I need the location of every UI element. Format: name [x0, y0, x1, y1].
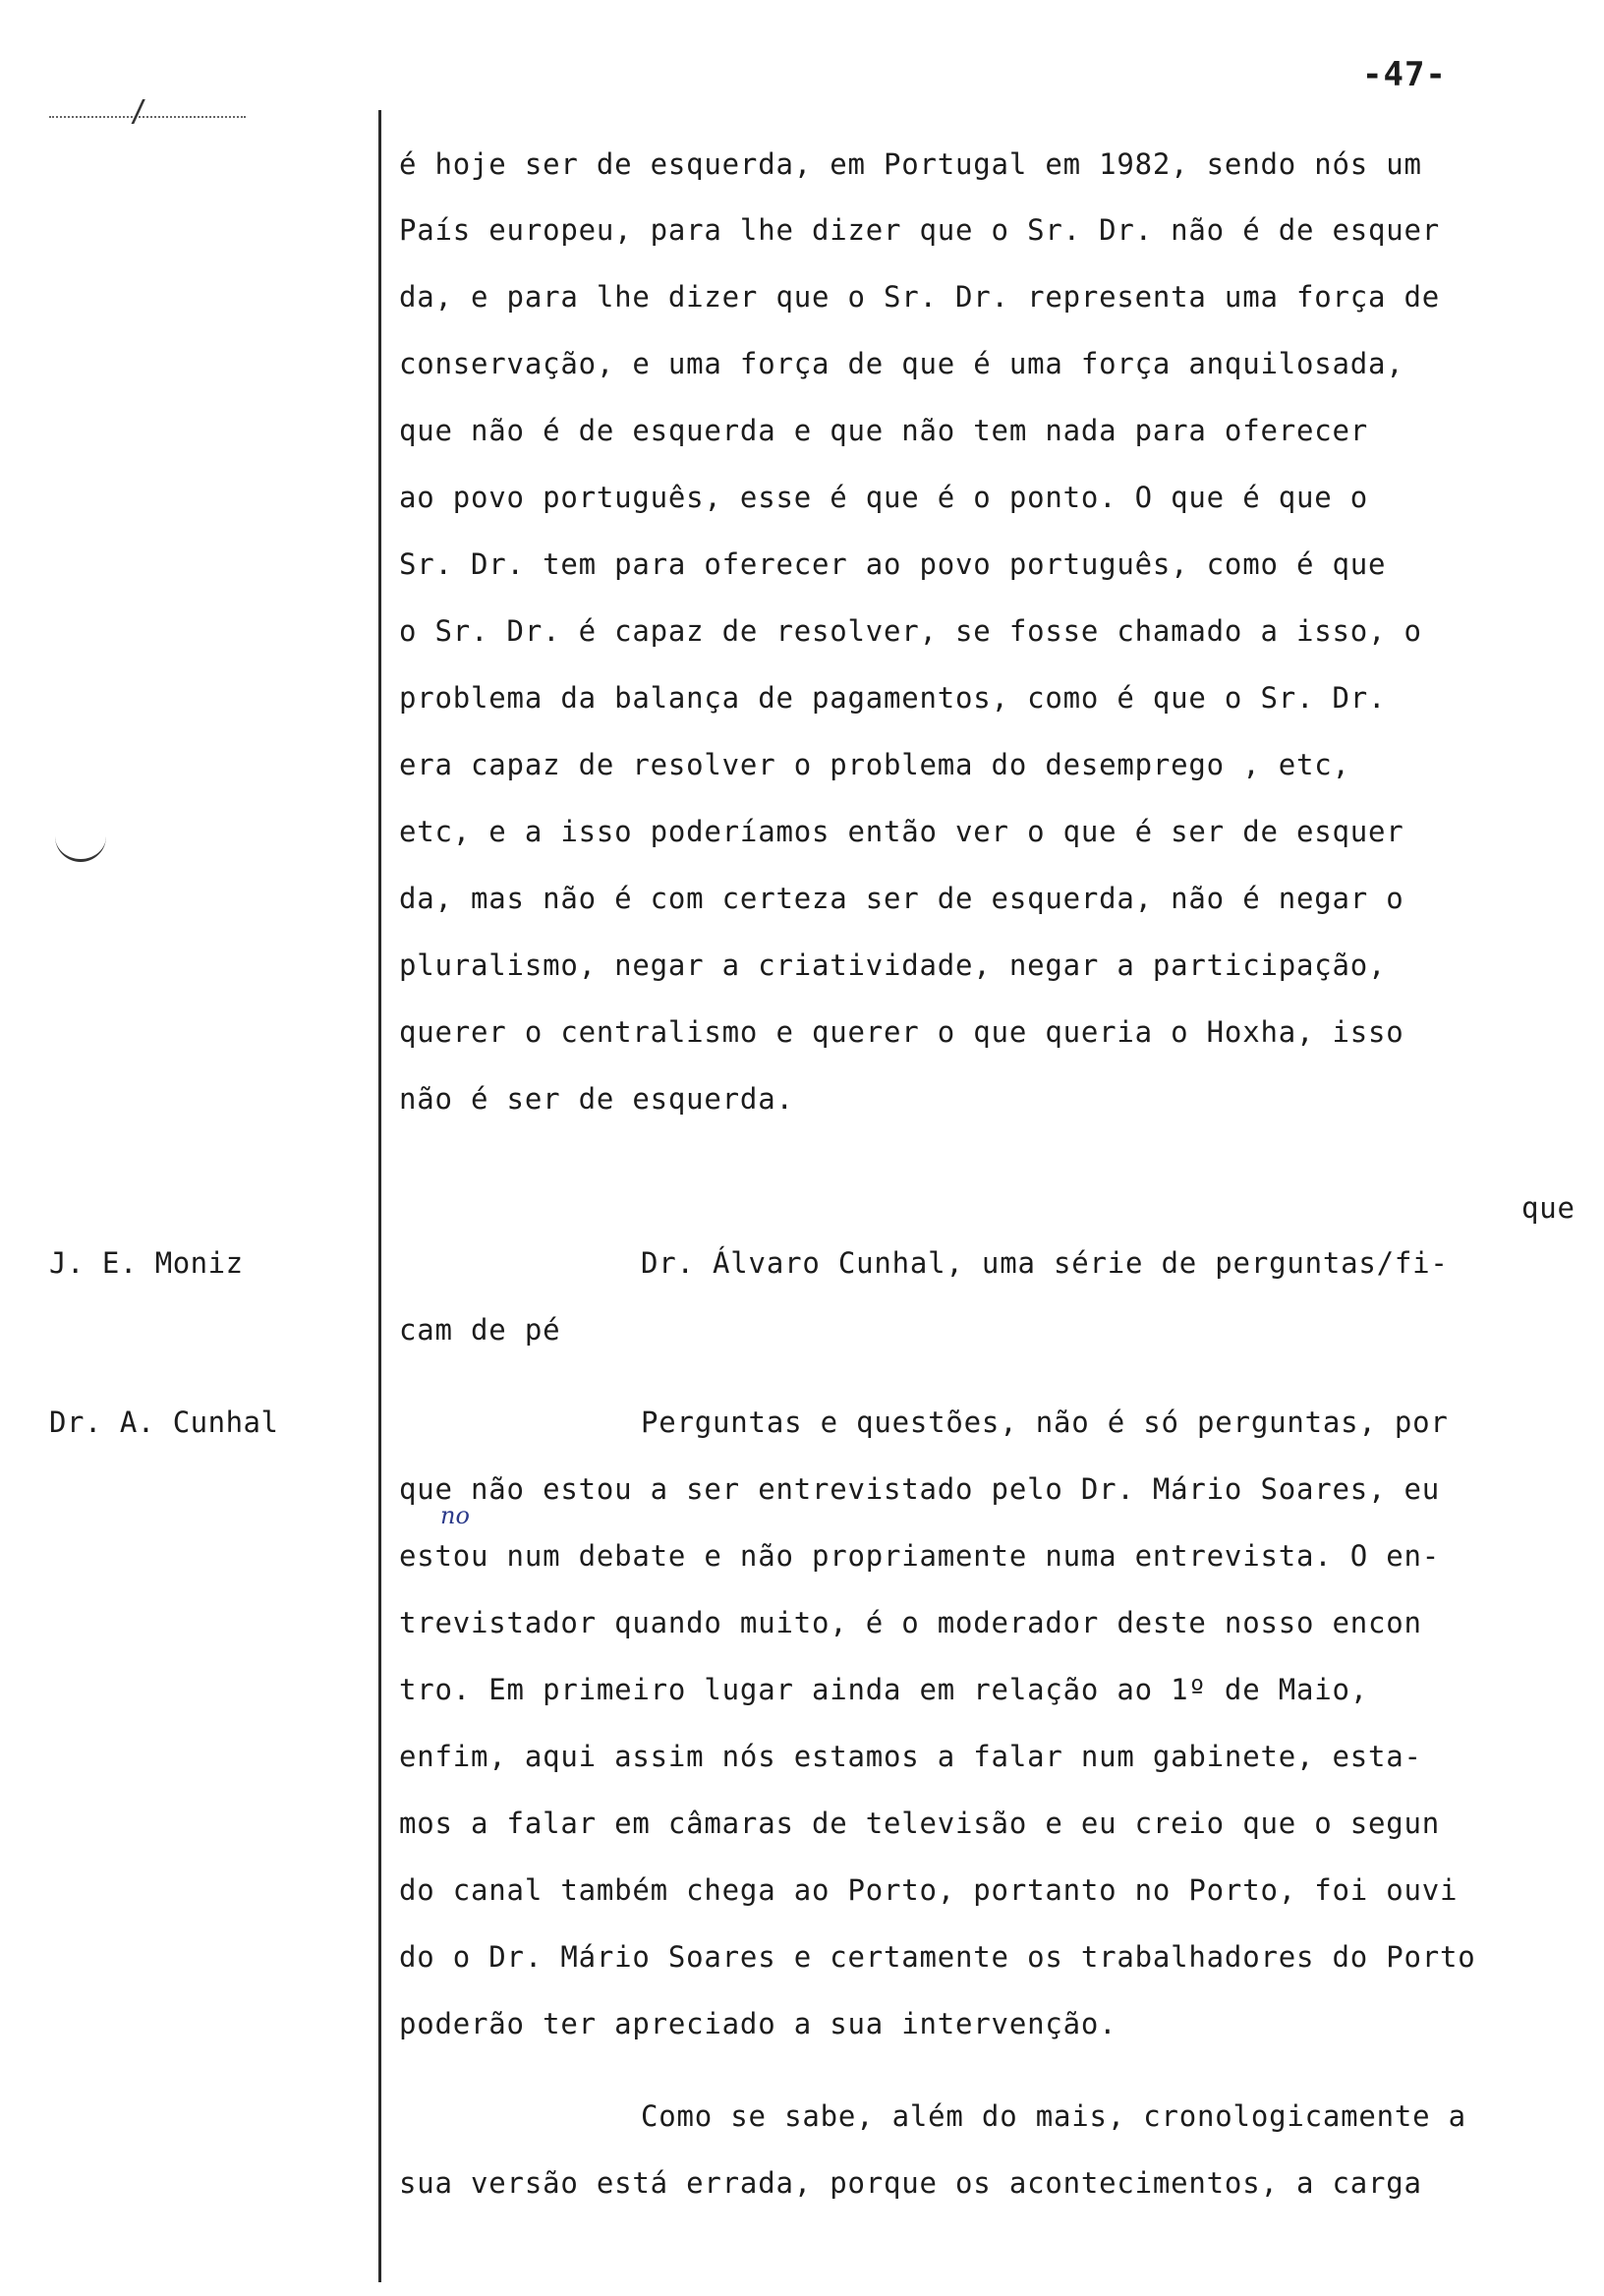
- annotation-superscript: no: [440, 1502, 470, 1529]
- text-line: estou num debate e não propriamente numa entrevista. O en-: [399, 1539, 1441, 1573]
- text-line: do o Dr. Mário Soares e certamente os trabalhadores do Porto: [399, 1940, 1476, 1974]
- text-line: etc, e a isso poderíamos então ver o que é ser de esquer: [399, 815, 1404, 848]
- text-line: enfim, aqui assim nós estamos a falar num gabinete, esta-: [399, 1740, 1422, 1773]
- speaker-cunhal: Dr. A. Cunhal: [49, 1406, 279, 1439]
- text-line: trevistador quando muito, é o moderador deste nosso encon: [399, 1606, 1422, 1639]
- text-line: Sr. Dr. tem para oferecer ao povo português, como é que: [399, 547, 1387, 581]
- text-line: País europeu, para lhe dizer que o Sr. Dr. não é de esquer: [399, 213, 1441, 247]
- text-line: pluralismo, negar a criatividade, negar a participação,: [399, 948, 1387, 982]
- text-line: mos a falar em câmaras de televisão e eu creio que o segun: [399, 1807, 1441, 1840]
- text-line: sua versão está errada, porque os acontecimentos, a carga: [399, 2166, 1422, 2200]
- margin-mark-slash: /: [130, 94, 148, 129]
- text-line: Como se sabe, além do mais, cronologicamente a: [641, 2099, 1466, 2133]
- text-line: que não estou a ser entrevistado pelo Dr. Mário Soares, eu: [399, 1472, 1441, 1506]
- text-line: é hoje ser de esquerda, em Portugal em 1982, sendo nós um: [399, 147, 1422, 181]
- margin-line: [378, 110, 381, 2282]
- text-line: não é ser de esquerda.: [399, 1082, 794, 1116]
- text-line: da, e para lhe dizer que o Sr. Dr. representa uma força de: [399, 280, 1441, 314]
- text-line: tro. Em primeiro lugar ainda em relação ao 1º de Maio,: [399, 1673, 1369, 1706]
- speaker-moniz: J. E. Moniz: [49, 1246, 244, 1280]
- ink-smudge: [55, 816, 106, 862]
- text-line: do canal também chega ao Porto, portanto no Porto, foi ouvi: [399, 1873, 1459, 1907]
- text-line: Perguntas e questões, não é só perguntas, por: [641, 1406, 1449, 1439]
- text-line: da, mas não é com certeza ser de esquerda, não é negar o: [399, 882, 1404, 915]
- text-line: cam de pé: [399, 1313, 561, 1347]
- page-number: -47-: [1362, 55, 1447, 94]
- text-line: poderão ter apreciado a sua intervenção.: [399, 2007, 1117, 2040]
- text-line: que: [1521, 1191, 1575, 1225]
- text-line: Dr. Álvaro Cunhal, uma série de perguntas/fi-: [641, 1246, 1449, 1280]
- text-line: problema da balança de pagamentos, como é que o Sr. Dr.: [399, 681, 1387, 715]
- text-line: ao povo português, esse é que é o ponto. O que é que o: [399, 481, 1369, 514]
- text-line: querer o centralismo e querer o que queria o Hoxha, isso: [399, 1015, 1404, 1049]
- text-line: conservação, e uma força de que é uma força anquilosada,: [399, 347, 1404, 380]
- text-line: que não é de esquerda e que não tem nada para oferecer: [399, 414, 1369, 447]
- text-line: era capaz de resolver o problema do desemprego , etc,: [399, 748, 1350, 781]
- text-line: o Sr. Dr. é capaz de resolver, se fosse chamado a isso, o: [399, 614, 1422, 648]
